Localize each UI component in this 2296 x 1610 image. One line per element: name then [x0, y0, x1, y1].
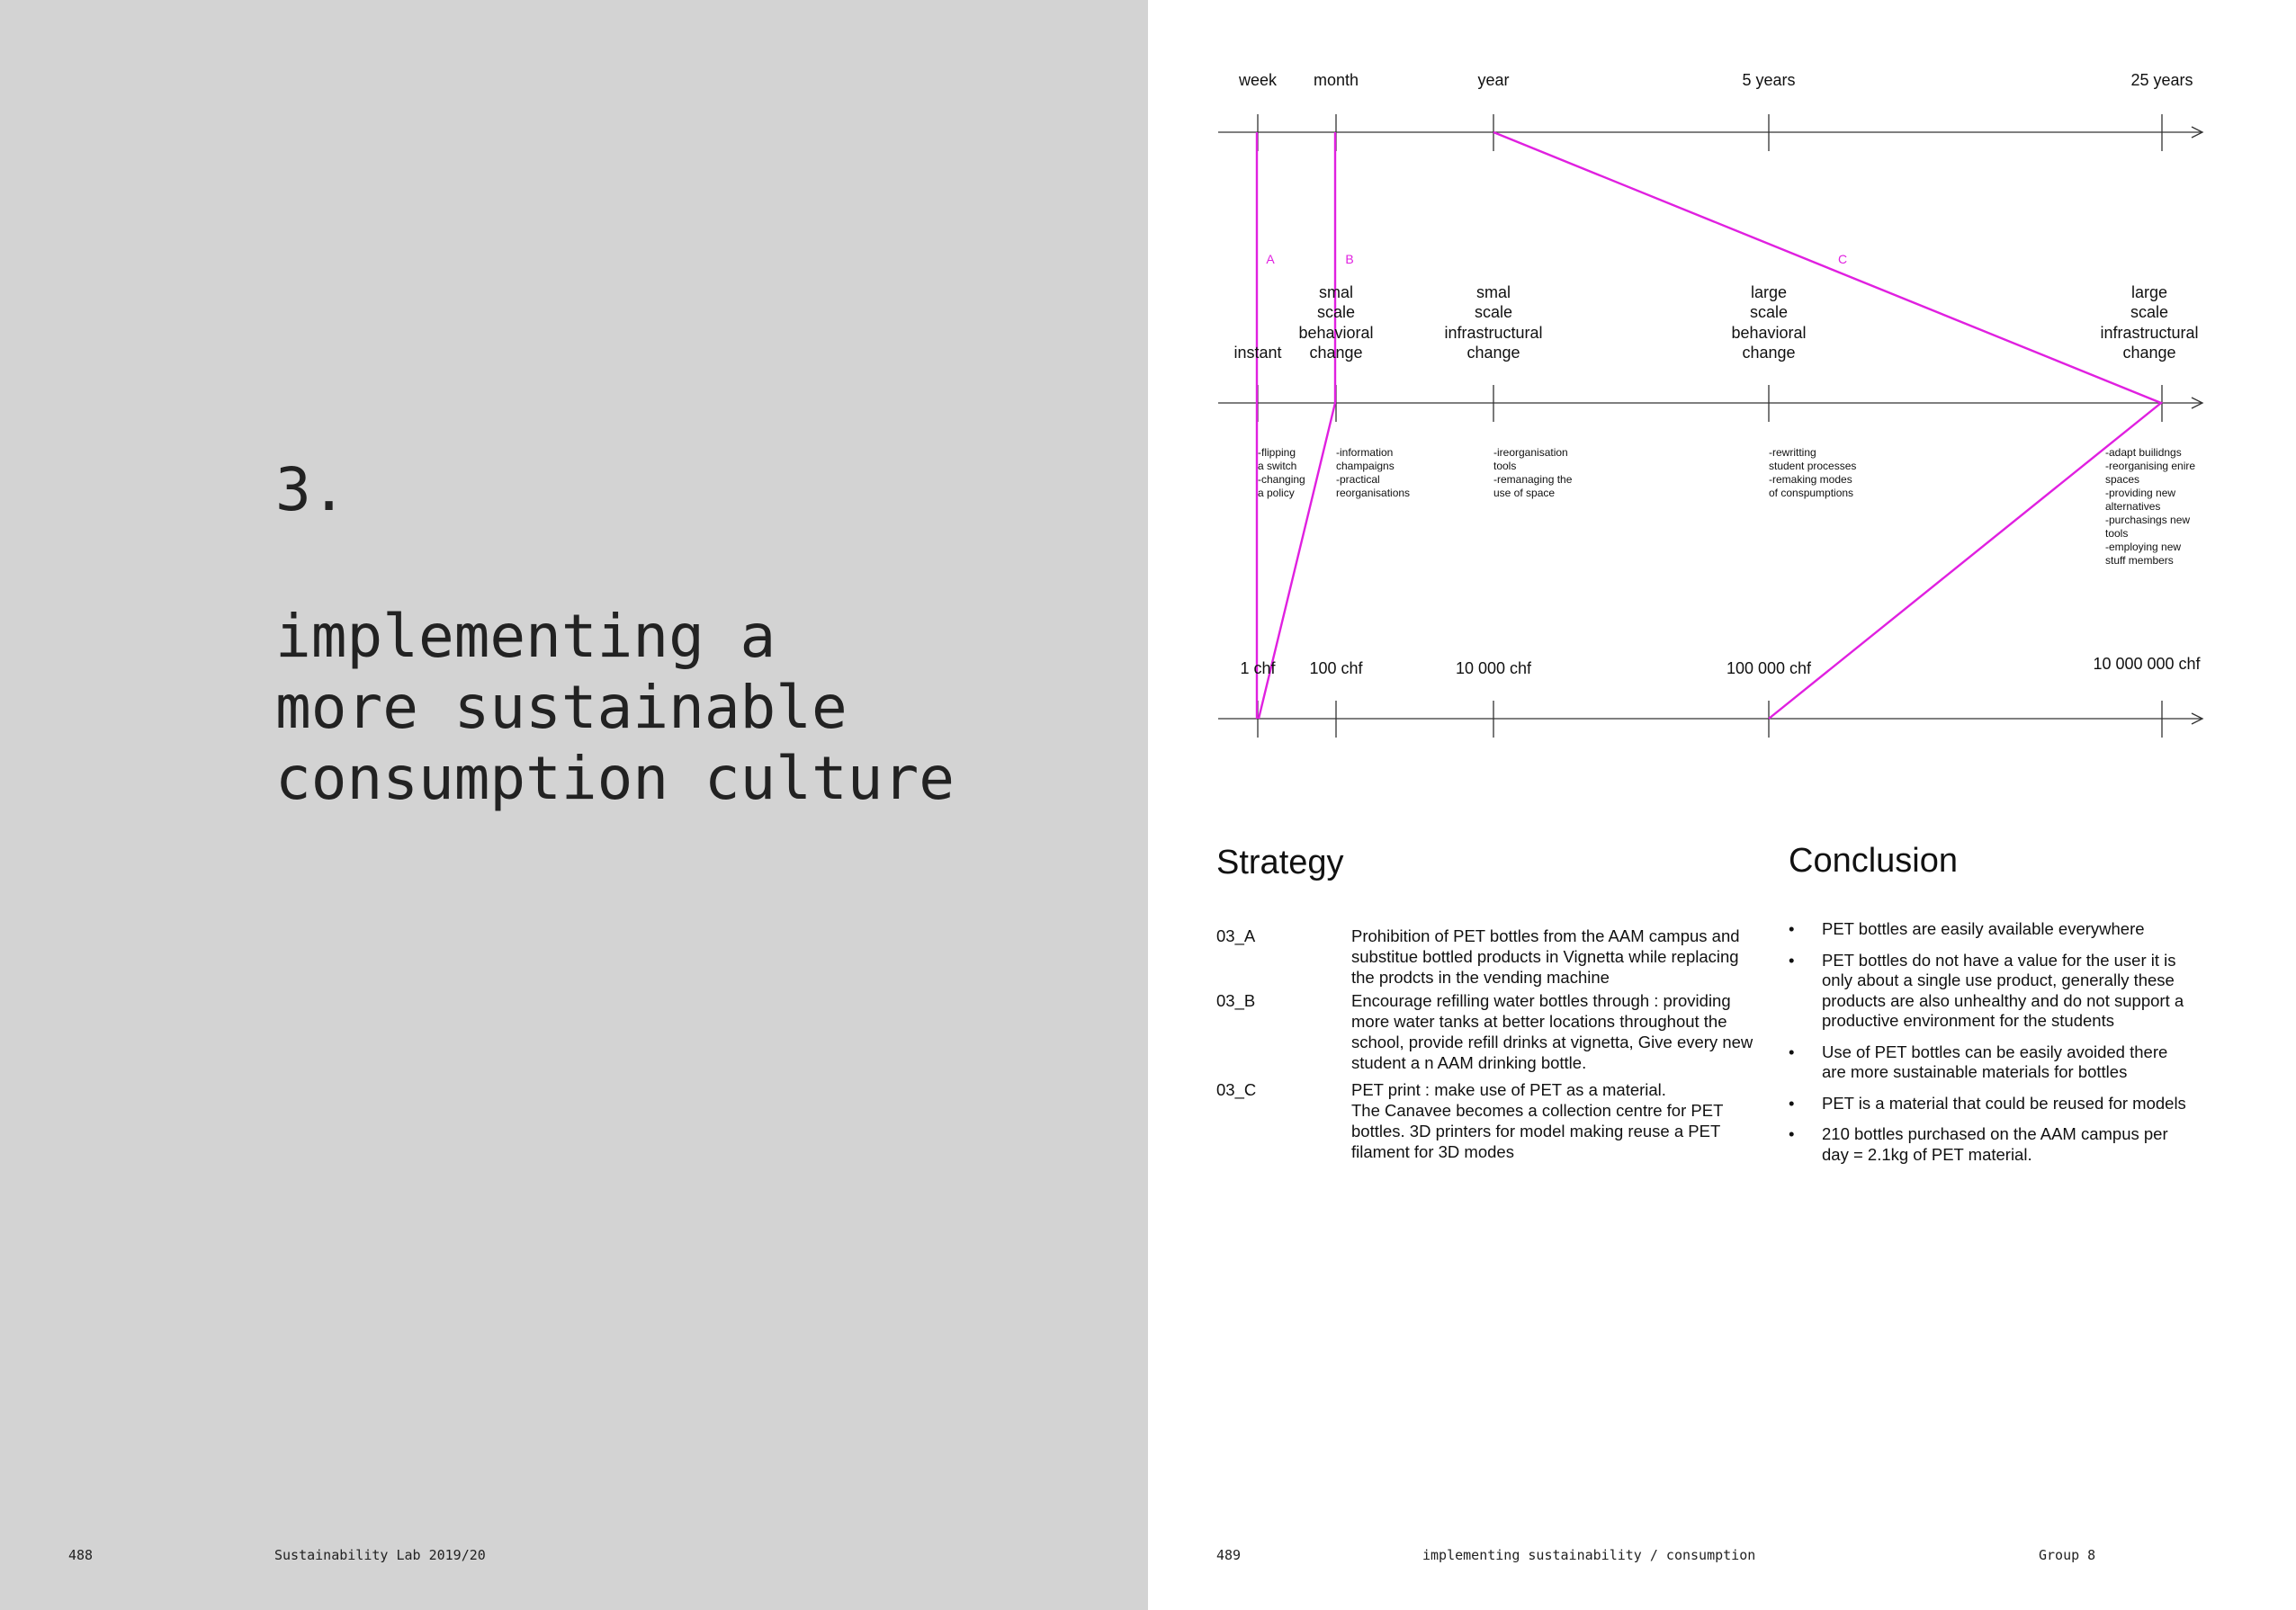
- bullet-icon: •: [1789, 1042, 1795, 1061]
- path-marker-b: B: [1345, 252, 1354, 266]
- time-label-5-years: 5 years: [1742, 71, 1796, 89]
- action-note-line: -adapt builidngs: [2105, 446, 2182, 459]
- strategy-text: [1351, 926, 1774, 988]
- scale-label-line: change: [1742, 344, 1796, 362]
- right-page: [1148, 0, 2296, 1610]
- timeline-diagram: [1148, 0, 2296, 783]
- scale-label-line: smal: [1475, 283, 1511, 301]
- time-label-year: year: [1477, 71, 1510, 89]
- conclusion-line: PET bottles do not have a value for the user it is: [1822, 950, 2176, 970]
- path-b: [1259, 132, 1335, 719]
- footer-page-number: 488: [68, 1547, 94, 1563]
- axis-scale: [1218, 385, 2202, 422]
- strategy-code: 03_C: [1216, 1080, 1257, 1099]
- bullet-icon: •: [1789, 1124, 1795, 1143]
- strategy-text: [1351, 990, 1774, 1073]
- path-marker-c: C: [1837, 252, 1848, 266]
- action-note-line: a switch: [1258, 460, 1297, 472]
- cost-label: 1 chf: [1240, 659, 1276, 677]
- scale-label-line: behavioral: [1298, 324, 1374, 342]
- scale-label-line: scale: [1316, 303, 1356, 321]
- chapter-title-line: implementing a: [275, 602, 776, 671]
- conclusion-line: day = 2.1kg of PET material.: [1822, 1144, 2032, 1164]
- scale-label-line: smal: [1318, 283, 1354, 301]
- conclusion-item: [1789, 1094, 2202, 1114]
- action-note-line: tools: [1493, 460, 1517, 472]
- conclusion-line: only about a single use product, generally these: [1822, 970, 2175, 989]
- action-note-line: of conspumptions: [1769, 487, 1854, 499]
- conclusion-item: [1789, 1042, 2202, 1083]
- action-note-line: tools: [2105, 527, 2129, 540]
- footer-running-title: Sustainability Lab 2019/20: [274, 1547, 486, 1563]
- strategy-text-line: The Canavee becomes a collection centre for PET: [1351, 1101, 1724, 1120]
- conclusion-item: [1789, 951, 2202, 1032]
- scale-label-line: change: [2122, 344, 2176, 362]
- conclusion-list: [1789, 919, 2202, 1176]
- chapter-title-line: more sustainable: [275, 673, 848, 742]
- conclusion-line: Use of PET bottles can be easily avoided there: [1822, 1042, 2168, 1061]
- scale-label-instant: instant: [1233, 344, 1282, 362]
- strategy-text-line: filament for 3D modes: [1351, 1142, 1514, 1161]
- cost-label: 100 000 chf: [1726, 659, 1812, 677]
- bullet-icon: •: [1789, 950, 1795, 970]
- strategy-heading: Strategy: [1216, 844, 1344, 881]
- action-note-line: use of space: [1493, 487, 1556, 499]
- conclusion-item: [1789, 919, 2202, 940]
- conclusion-line: 210 bottles purchased on the AAM campus per: [1822, 1124, 2168, 1143]
- conclusion-line: productive environment for the students: [1822, 1011, 2114, 1030]
- action-note-line: reorganisations: [1336, 487, 1411, 499]
- action-note-line: -reorganising enire: [2105, 460, 2196, 472]
- action-note-line: -changing: [1258, 473, 1305, 486]
- action-note-line: champaigns: [1336, 460, 1395, 472]
- action-note-line: alternatives: [2105, 500, 2161, 513]
- conclusion-line: products are also unhealthy and do not support a: [1822, 990, 2184, 1010]
- scale-label-line: infrastructural: [2100, 324, 2199, 342]
- strategy-text-line: the prodcts in the vending machine: [1351, 968, 1610, 987]
- action-note-line: -providing new: [2105, 487, 2176, 499]
- strategy-text-line: bottles. 3D printers for model making reuse a PET: [1351, 1122, 1721, 1140]
- cost-label: 10 000 chf: [1455, 659, 1532, 677]
- conclusion-line: are more sustainable materials for bottles: [1822, 1062, 2128, 1081]
- cost-label: 100 chf: [1309, 659, 1363, 677]
- action-note-line: -ireorganisation: [1493, 446, 1568, 459]
- action-note-line: -flipping: [1258, 446, 1296, 459]
- action-note-line: a policy: [1258, 487, 1295, 499]
- action-note-line: -remanaging the: [1493, 473, 1573, 486]
- strategy-text-line: student a n AAM drinking bottle.: [1351, 1053, 1587, 1072]
- scale-label-line: large: [1750, 283, 1788, 301]
- chapter-title-line: consumption culture: [275, 744, 955, 813]
- time-label-week: week: [1238, 71, 1278, 89]
- strategy-text-line: school, provide refill drinks at vignetta, Give every new: [1351, 1033, 1753, 1051]
- action-note-line: -employing new: [2105, 541, 2182, 553]
- action-note-line: -remaking modes: [1769, 473, 1852, 486]
- scale-label-line: scale: [1749, 303, 1789, 321]
- time-label-month: month: [1313, 71, 1359, 89]
- scale-label-line: scale: [1474, 303, 1513, 321]
- action-note-line: student processes: [1769, 460, 1857, 472]
- path-c: [1493, 132, 2161, 719]
- axis-cost: [1218, 701, 2202, 738]
- action-note-line: -purchasings new: [2105, 514, 2191, 526]
- scale-label-line: infrastructural: [1444, 324, 1543, 342]
- scale-label-line: behavioral: [1731, 324, 1807, 342]
- scale-label-line: large: [2130, 283, 2168, 301]
- action-note-line: -rewritting: [1769, 446, 1816, 459]
- strategy-text-line: Encourage refilling water bottles through : providing: [1351, 991, 1731, 1010]
- footer-running-title: implementing sustainability / consumption: [1422, 1547, 1756, 1563]
- conclusion-heading: Conclusion: [1789, 842, 1958, 880]
- conclusion-line: PET bottles are easily available everywhere: [1822, 919, 2145, 938]
- axis-time: [1218, 114, 2202, 151]
- bullet-icon: •: [1789, 919, 1795, 938]
- strategy-text-line: Prohibition of PET bottles from the AAM campus and: [1351, 926, 1740, 945]
- footer-group: Group 8: [2039, 1547, 2096, 1563]
- action-note-line: spaces: [2105, 473, 2140, 486]
- chapter-number: 3.: [275, 455, 347, 524]
- path-marker-a: A: [1266, 252, 1275, 266]
- conclusion-item: [1789, 1124, 2202, 1165]
- strategy-text-line: substitue bottled products in Vignetta while replacing: [1351, 947, 1739, 966]
- chapter-title: [275, 601, 1085, 814]
- strategy-code: 03_A: [1216, 926, 1256, 945]
- strategy-code: 03_B: [1216, 991, 1256, 1010]
- scale-label-line: scale: [2130, 303, 2169, 321]
- action-note-line: -information: [1336, 446, 1394, 459]
- strategy-text-line: PET print : make use of PET as a material.: [1351, 1080, 1666, 1099]
- action-note-line: -practical: [1336, 473, 1380, 486]
- scale-label-line: change: [1466, 344, 1520, 362]
- strategy-text-line: more water tanks at better locations throughout the: [1351, 1012, 1727, 1031]
- scale-label-line: change: [1309, 344, 1363, 362]
- footer-page-number: 489: [1216, 1547, 1242, 1563]
- action-note-line: stuff members: [2105, 554, 2174, 567]
- strategy-text: [1351, 1079, 1774, 1162]
- time-label-25-years: 25 years: [2130, 71, 2193, 89]
- conclusion-line: PET is a material that could be reused for models: [1822, 1093, 2186, 1113]
- cost-label: 10 000 000 chf: [2093, 655, 2201, 673]
- bullet-icon: •: [1789, 1093, 1795, 1113]
